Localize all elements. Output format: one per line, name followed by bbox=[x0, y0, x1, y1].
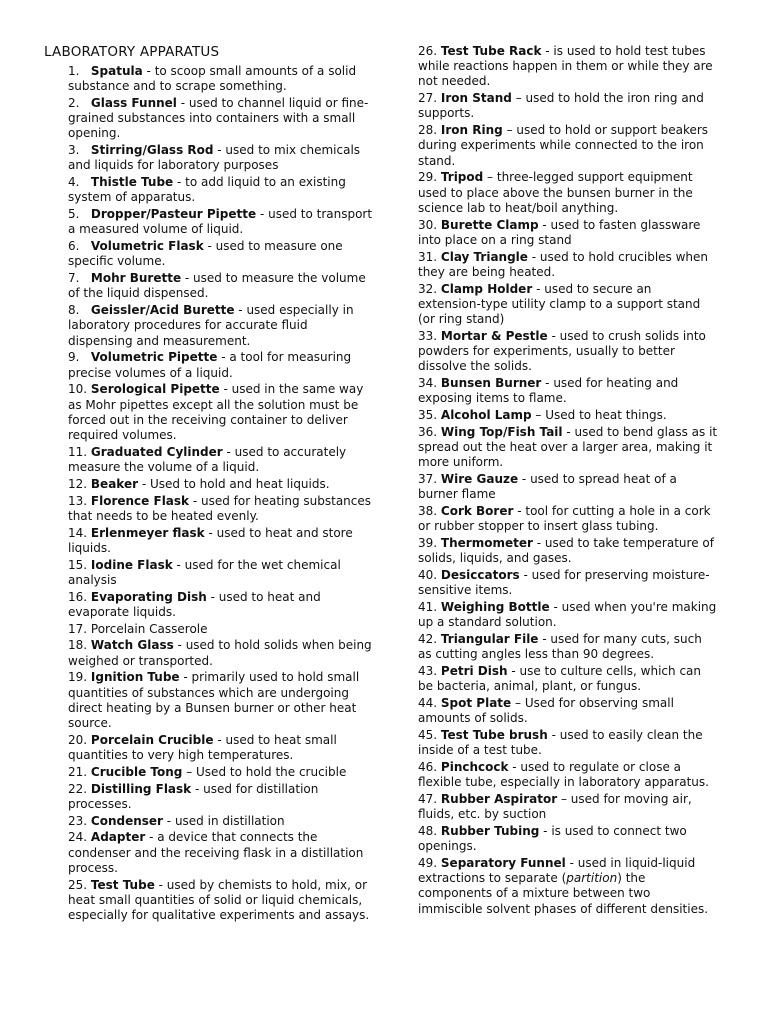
item-name: Test Tube bbox=[90, 877, 155, 892]
item-name: Volumetric Pipette bbox=[90, 350, 218, 365]
item-description: - used to mix chemicals and liquids for laboratory purposes bbox=[68, 143, 361, 173]
item-name: Condenser bbox=[90, 813, 163, 828]
item-name: Thermometer bbox=[440, 536, 533, 551]
right-column bbox=[418, 44, 718, 918]
item-name: Wing Top/Fish Tail bbox=[440, 424, 563, 439]
item-name: Ignition Tube bbox=[90, 670, 180, 685]
item-name: Iron Stand bbox=[440, 91, 512, 106]
item-description: - primarily used to hold small quantities of substances which are undergoing direct heating by a Bunsen burner or other heat source. bbox=[68, 670, 360, 731]
item-name: Test Tube brush bbox=[440, 728, 548, 743]
item-name: Crucible Tong bbox=[90, 764, 183, 779]
item-name: Rubber Tubing bbox=[440, 824, 540, 839]
list-item bbox=[418, 91, 718, 121]
item-name: Porcelain Crucible bbox=[90, 732, 214, 747]
item-description: - used for preserving moisture-sensitive items. bbox=[418, 568, 710, 598]
item-description: - used to crush solids into powders for experiments, usually to better dissolve the solids. bbox=[418, 328, 706, 374]
list-item bbox=[418, 376, 718, 406]
item-description: - use to culture cells, which can be bacteria, animal, plant, or fungus. bbox=[418, 664, 701, 694]
item-name: Mortar & Pestle bbox=[440, 328, 548, 343]
item-name: Glass Funnel bbox=[90, 96, 177, 110]
item-name: Weighing Bottle bbox=[440, 600, 550, 615]
item-number: 21. bbox=[68, 764, 91, 779]
list-item bbox=[418, 123, 718, 169]
list-item bbox=[44, 878, 374, 924]
item-number: 8. bbox=[68, 303, 91, 318]
list-item bbox=[418, 728, 718, 758]
item-description: - used to transport a measured volume of liquid. bbox=[68, 207, 373, 237]
item-number: 4. bbox=[68, 175, 91, 190]
item-description: - to scoop small amounts of a solid substance and to scrape something. bbox=[68, 64, 357, 94]
item-description: - used when you're making up a standard solution. bbox=[418, 600, 717, 630]
item-description: - used to regulate or close a flexible tube, especially in laboratory apparatus. bbox=[418, 760, 709, 790]
list-item bbox=[418, 472, 718, 502]
item-number: 34. bbox=[418, 376, 441, 391]
list-item bbox=[418, 218, 718, 248]
item-name: Separatory Funnel bbox=[440, 856, 566, 871]
item-description: - used for heating and exposing items to flame. bbox=[418, 376, 679, 406]
item-description: - used in liquid-liquid extractions to separate ( bbox=[418, 856, 696, 886]
document-title: LABORATORY APPARATUS bbox=[44, 44, 220, 60]
item-number: 32. bbox=[418, 281, 441, 296]
list-item bbox=[44, 670, 374, 731]
item-description: - used for heating substances that needs to be heated evenly. bbox=[68, 493, 372, 523]
list-item bbox=[44, 175, 374, 205]
list-item bbox=[44, 96, 374, 142]
item-description: - is used to connect two openings. bbox=[418, 824, 687, 854]
list-item bbox=[418, 250, 718, 280]
item-number: 38. bbox=[418, 504, 441, 519]
item-number: 43. bbox=[418, 664, 441, 679]
item-description: - tool for cutting a hole in a cork or rubber stopper to insert glass tubing. bbox=[418, 504, 711, 534]
item-description: - used to heat and evaporate liquids. bbox=[68, 589, 321, 619]
item-description: - used to heat small quantities to very high temperatures. bbox=[68, 732, 337, 763]
item-number: 11. bbox=[68, 444, 91, 459]
list-item bbox=[44, 64, 374, 94]
list-item bbox=[44, 733, 374, 763]
item-description: – used for moving air, fluids, etc. by suction bbox=[418, 792, 692, 822]
item-number: 22. bbox=[68, 781, 91, 796]
item-number: 1. bbox=[68, 64, 91, 78]
item-description: - used to fasten glassware into place on a ring stand bbox=[418, 217, 701, 247]
item-number: 30. bbox=[418, 217, 441, 232]
item-name: Bunsen Burner bbox=[440, 376, 542, 391]
list-item bbox=[418, 44, 718, 90]
item-description: – Used to hold the crucible bbox=[182, 764, 347, 779]
item-number: 41. bbox=[418, 600, 441, 615]
item-name: Desiccators bbox=[440, 568, 520, 583]
list-item bbox=[418, 170, 718, 216]
item-number: 36. bbox=[418, 424, 441, 439]
list-item bbox=[44, 590, 374, 620]
item-description: - used to take temperature of solids, liquids, and gases. bbox=[418, 536, 714, 566]
item-description: - used to bend glass as it spread out the heat over a larger area, making it more uniform. bbox=[418, 424, 718, 470]
item-description: - to add liquid to an existing system of apparatus. bbox=[68, 175, 346, 205]
list-item bbox=[44, 143, 374, 173]
item-description-cont: ) the components of a mixture between two immiscible solvent phases of different densities. bbox=[418, 871, 709, 916]
item-name: Petri Dish bbox=[440, 664, 508, 679]
list-item bbox=[418, 792, 718, 822]
item-number: 13. bbox=[68, 493, 91, 508]
item-name: Beaker bbox=[90, 476, 139, 491]
item-description: – Used to heat things. bbox=[531, 408, 667, 423]
item-name: Tripod bbox=[440, 170, 484, 185]
item-number: 48. bbox=[418, 824, 441, 839]
list-item bbox=[44, 830, 374, 876]
item-name: Spot Plate bbox=[440, 696, 512, 711]
item-description: - used for many cuts, such as cutting angles less than 90 degrees. bbox=[418, 632, 702, 662]
list-item bbox=[44, 814, 374, 829]
item-number: 15. bbox=[68, 557, 91, 572]
item-name: Rubber Aspirator bbox=[440, 792, 558, 807]
item-description: - a tool for measuring precise volumes of a liquid. bbox=[68, 350, 352, 380]
item-name: Iodine Flask bbox=[90, 557, 173, 572]
item-description: - used to channel liquid or fine-grained substances into containers with a small opening. bbox=[68, 96, 369, 141]
item-number: 23. bbox=[68, 813, 91, 828]
list-item bbox=[418, 568, 718, 598]
item-number: 24. bbox=[68, 830, 91, 845]
list-item bbox=[418, 425, 718, 471]
item-number: 14. bbox=[68, 525, 91, 540]
item-name: Mohr Burette bbox=[90, 271, 182, 286]
item-number: 20. bbox=[68, 732, 91, 747]
item-number: 5. bbox=[68, 207, 91, 222]
list-item bbox=[44, 445, 374, 475]
item-number: 44. bbox=[418, 696, 441, 711]
item-description: - used to hold crucibles when they are being heated. bbox=[418, 249, 709, 279]
item-description: – Used for observing small amounts of solids. bbox=[418, 696, 674, 726]
list-item bbox=[418, 504, 718, 534]
item-number: 26. bbox=[418, 44, 441, 58]
item-number: 40. bbox=[418, 568, 441, 583]
item-number: 33. bbox=[418, 328, 441, 343]
item-number: 45. bbox=[418, 728, 441, 743]
item-name: Stirring/Glass Rod bbox=[90, 143, 214, 158]
item-name: Florence Flask bbox=[90, 493, 190, 508]
list-item bbox=[44, 558, 374, 588]
list-item bbox=[44, 526, 374, 556]
item-name: Burette Clamp bbox=[440, 217, 539, 232]
item-number: 29. bbox=[418, 170, 441, 185]
item-description: - used to easily clean the inside of a test tube. bbox=[418, 728, 703, 758]
item-name: Evaporating Dish bbox=[90, 589, 207, 604]
list-item bbox=[418, 536, 718, 566]
item-description: – used to hold or support beakers during experiments while connected to the iron stand. bbox=[418, 123, 709, 168]
item-number: 6. bbox=[68, 239, 91, 254]
list-item bbox=[44, 477, 374, 492]
item-number: 39. bbox=[418, 536, 441, 551]
list-item bbox=[44, 782, 374, 812]
item-description: - is used to hold test tubes while reactions happen in them or while they are not needed. bbox=[418, 44, 713, 89]
list-item bbox=[418, 824, 718, 854]
item-name: Iron Ring bbox=[440, 123, 503, 138]
item-description: - used to hold solids when being weighed or transported. bbox=[68, 638, 372, 668]
item-number: 25. bbox=[68, 877, 91, 892]
item-name: Alcohol Lamp bbox=[440, 408, 532, 423]
left-column bbox=[44, 44, 374, 925]
item-number: 16. bbox=[68, 589, 91, 604]
list-item bbox=[44, 207, 374, 237]
item-description: - used to accurately measure the volume of a liquid. bbox=[68, 444, 347, 475]
item-name: Graduated Cylinder bbox=[90, 444, 223, 459]
item-name: Geissler/Acid Burette bbox=[90, 303, 235, 318]
item-description: - used to measure one specific volume. bbox=[68, 239, 343, 269]
list-item bbox=[418, 696, 718, 726]
list-item bbox=[44, 350, 374, 380]
list-item bbox=[418, 760, 718, 790]
item-number: 18. bbox=[68, 638, 91, 653]
item-number: 10. bbox=[68, 382, 91, 397]
item-name: Volumetric Flask bbox=[90, 239, 204, 254]
item-name: Thistle Tube bbox=[90, 175, 174, 190]
item-name: Erlenmeyer flask bbox=[90, 525, 205, 540]
item-name: Distilling Flask bbox=[90, 781, 192, 796]
list-item bbox=[418, 282, 718, 328]
item-name: Dropper/Pasteur Pipette bbox=[90, 207, 257, 222]
item-description: - Used to hold and heat liquids. bbox=[138, 476, 330, 491]
item-number: 35. bbox=[418, 408, 441, 423]
list-item bbox=[418, 632, 718, 662]
item-number: 42. bbox=[418, 632, 441, 647]
item-number: 28. bbox=[418, 123, 441, 138]
list-item bbox=[418, 600, 718, 630]
item-number: 7. bbox=[68, 271, 91, 286]
item-description: - used in the same way as Mohr pipettes except all the solution must be forced out in the receiving container to deliver required volumes. bbox=[68, 382, 364, 443]
item-description: - used for the wet chemical analysis bbox=[68, 557, 341, 587]
item-description: - used to secure an extension-type utility clamp to a support stand (or ring stand) bbox=[418, 281, 701, 327]
item-description: - used to spread heat of a burner flame bbox=[418, 472, 677, 502]
item-description: - used to measure the volume of the liquid dispensed. bbox=[68, 271, 366, 301]
item-name: Serological Pipette bbox=[90, 382, 220, 397]
item-number: 37. bbox=[418, 472, 441, 487]
item-name: Clamp Holder bbox=[440, 281, 533, 296]
item-name: Adapter bbox=[90, 830, 146, 845]
item-description-italic: partition bbox=[566, 871, 618, 886]
item-name: Wire Gauze bbox=[440, 472, 519, 487]
list-item bbox=[44, 271, 374, 301]
item-name: Cork Borer bbox=[440, 504, 514, 519]
list-item bbox=[418, 664, 718, 694]
list-item bbox=[44, 638, 374, 668]
item-number: 2. bbox=[68, 96, 91, 110]
list-item bbox=[44, 382, 374, 443]
item-name: Clay Triangle bbox=[440, 249, 528, 264]
item-description: - a device that connects the condenser and the receiving flask in a distillation process. bbox=[68, 830, 364, 875]
list-item bbox=[418, 329, 718, 375]
list-item bbox=[44, 622, 374, 637]
item-name: Triangular File bbox=[440, 632, 539, 647]
item-name: Test Tube Rack bbox=[440, 44, 542, 58]
item-number: 3. bbox=[68, 143, 91, 158]
item-description: - used to heat and store liquids. bbox=[68, 525, 353, 555]
item-number: 31. bbox=[418, 249, 441, 264]
list-item bbox=[44, 239, 374, 269]
item-description: - used especially in laboratory procedures for accurate fluid dispensing and measurement. bbox=[68, 303, 354, 348]
item-description: - used for distillation processes. bbox=[68, 781, 319, 811]
item-name: Watch Glass bbox=[90, 638, 174, 653]
list-item bbox=[44, 765, 374, 780]
list-item bbox=[418, 856, 718, 917]
item-description: – three-legged support equipment used to place above the bunsen burner in the science lab to heat/boil anything. bbox=[418, 170, 693, 215]
list-item bbox=[44, 494, 374, 524]
item-description: - used in distillation bbox=[162, 813, 285, 828]
item-number: 49. bbox=[418, 856, 441, 871]
item-description: - used by chemists to hold, mix, or heat small quantities of solid or liquid chemicals, especially for qualitative experiments and assays. bbox=[68, 877, 370, 923]
list-item bbox=[418, 408, 718, 423]
item-number: 19. bbox=[68, 670, 91, 685]
item-number: 47. bbox=[418, 792, 441, 807]
item-name: Spatula bbox=[90, 64, 143, 78]
item-name: Pinchcock bbox=[440, 760, 509, 775]
item-description: – used to hold the iron ring and supports. bbox=[418, 91, 704, 121]
item-number: 12. bbox=[68, 476, 91, 491]
item-number: 46. bbox=[418, 760, 441, 775]
item-number: 17. bbox=[68, 621, 91, 636]
item-number: 9. bbox=[68, 350, 91, 365]
item-number: 27. bbox=[418, 91, 441, 106]
item-description: Porcelain Casserole bbox=[90, 621, 208, 636]
list-item bbox=[44, 303, 374, 349]
